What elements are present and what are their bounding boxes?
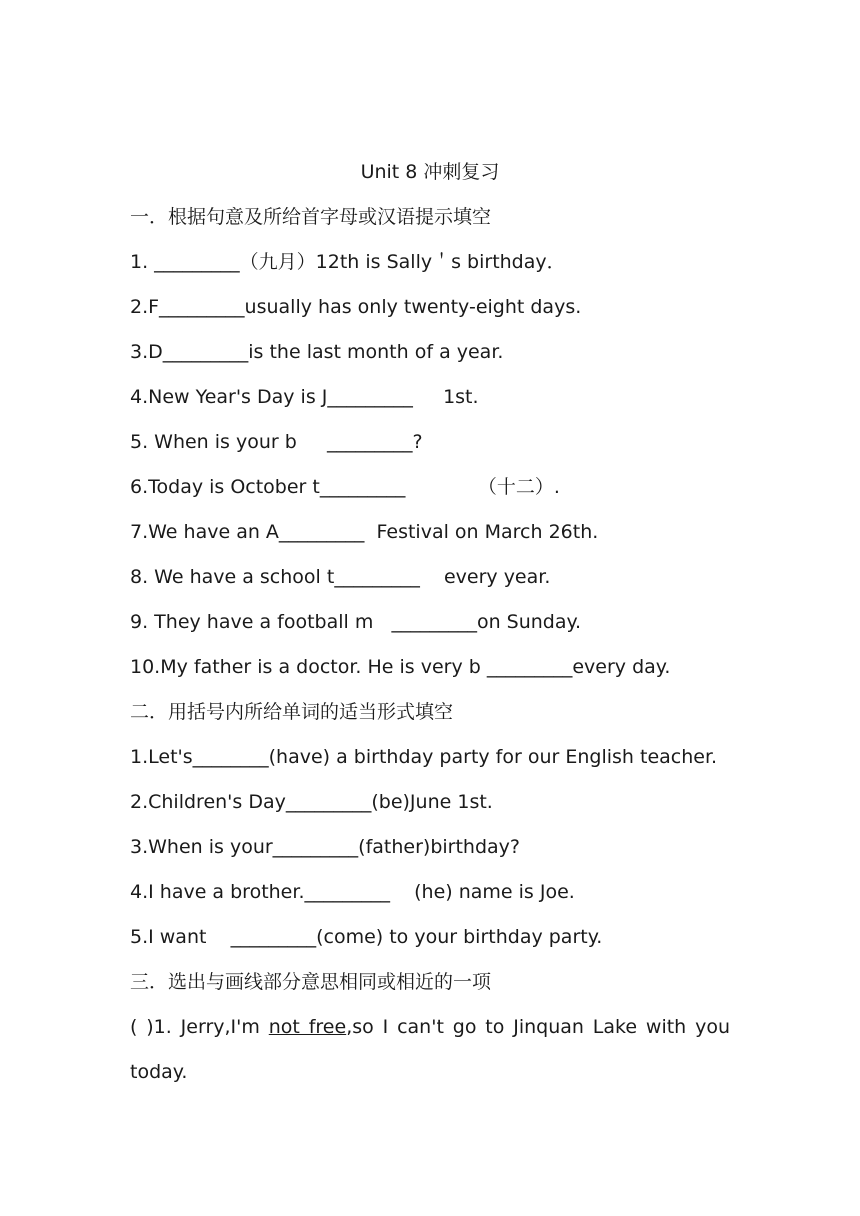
s2-item-2: 2.Children's Day_________(be)June 1st.	[130, 791, 493, 813]
s1-item-10: 10.My father is a doctor. He is very b _________every day.	[130, 656, 671, 678]
s2-item-3: 3.When is your_________(father)birthday?	[130, 836, 520, 858]
s3-question-1	[130, 1013, 730, 1041]
s3-q1-suffix: ,so I can't go to Jinquan Lake with you	[346, 1016, 730, 1038]
s1-item-7: 7.We have an A_________ Festival on March 26th.	[130, 521, 599, 543]
section2-heading: 二．用括号内所给单词的适当形式填空	[130, 701, 454, 723]
s3-q1-prefix: ( )1. Jerry,I'm	[130, 1016, 269, 1038]
s1-item-2: 2.F_________usually has only twenty-eight days.	[130, 296, 582, 318]
page-title: Unit 8 冲刺复习	[360, 161, 500, 183]
section1-heading: 一．根据句意及所给首字母或汉语提示填空	[130, 206, 492, 228]
s1-item-9: 9. They have a football m _________on Sunday.	[130, 611, 582, 633]
s1-item-3: 3.D_________is the last month of a year.	[130, 341, 504, 363]
s1-item-4: 4.New Year's Day is J_________ 1st.	[130, 386, 479, 408]
s2-item-4: 4.I have a brother._________ (he) name is Joe.	[130, 881, 575, 903]
s1-item-1: 1. _________（九月）12th is Sally＇s birthday．	[130, 251, 566, 273]
s1-item-6: 6.Today is October t_________ （十二）.	[130, 476, 560, 498]
s2-item-5: 5.I want _________(come) to your birthday party.	[130, 926, 603, 948]
s2-item-1: 1.Let's________(have) a birthday party for our English teacher.	[130, 746, 718, 768]
s1-item-5: 5. When is your b _________?	[130, 431, 423, 453]
s3-q1-continuation: today.	[130, 1061, 188, 1083]
s1-item-8: 8. We have a school t_________ every year.	[130, 566, 551, 588]
section3-heading: 三．选出与画线部分意思相同或相近的一项	[130, 971, 492, 993]
s3-q1-underlined: not free	[268, 1016, 347, 1038]
